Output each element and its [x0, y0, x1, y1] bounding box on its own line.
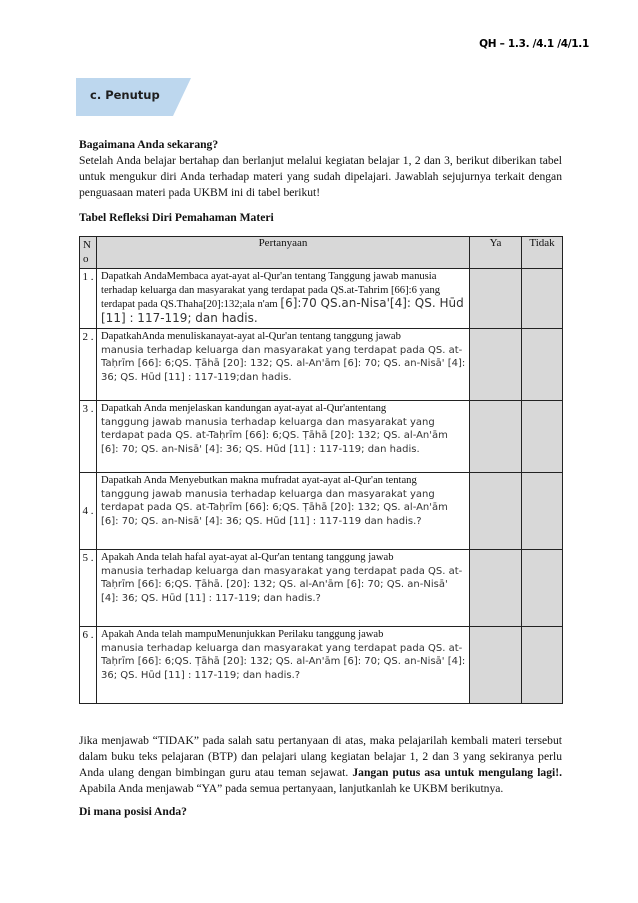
intro-heading: Bagaimana Anda sekarang? — [79, 138, 219, 151]
row-question — [97, 550, 470, 627]
table-row — [80, 329, 563, 401]
table-header-row — [80, 237, 563, 269]
row-question — [97, 627, 470, 704]
question-reference: [6]:70 QS.an-Nisa'[4]: QS. Hūd [11] : 117-119; dan hadis. — [101, 296, 464, 325]
answer-yes-cell[interactable] — [470, 627, 522, 704]
answer-no-cell[interactable] — [522, 550, 563, 627]
question-text: Apakah Anda telah mampuMenunjukkan Perilaku tanggung jawab — [101, 629, 384, 640]
question-reference: tanggung jawab manusia terhadap keluarga dan masyarakat yang terdapat pada QS. at-Taḥrīm [66]: 6;QS. Ṭāhā [20]: 132; QS. al-An'ām [6]: 70; QS. an-Nisā' [4]: 36; QS. Hūd [11] : 117-119 dan hadis.? — [101, 488, 448, 527]
question-text: Dapatkah Anda menjelaskan kandungan ayat-ayat al-Qur'antentang — [101, 403, 387, 414]
document-code: QH – 1.3. /4.1 /4/1.1 — [479, 38, 589, 50]
table-title: Tabel Refleksi Diri Pemahaman Materi — [79, 211, 274, 224]
row-number: 5 . — [80, 550, 97, 627]
answer-no-cell[interactable] — [522, 401, 563, 473]
answer-no-cell[interactable] — [522, 269, 563, 329]
header-yes: Ya — [470, 237, 522, 269]
question-reference: manusia terhadap keluarga dan masyarakat yang terdapat pada QS. at-Taḥrīm [66]: 6;QS. Ṭāhā [20]: 132; QS. al-An'ām [6]: 70; QS. an-Nisā' [4]: 36; QS. Hūd [11] : 117-119;dan hadis. — [101, 344, 466, 383]
header-no-answer: Tidak — [522, 237, 563, 269]
question-text: Dapatkah AndaMembaca ayat-ayat al-Qur'an tentang Tanggung jawab manusia terhadap keluarga dan masyarakat yang terdapat pada QS.at-Tahrim [66]:6 yang terdapat pada QS.Thaha[20]:132;ala n'am — [101, 271, 441, 311]
reflection-table — [79, 236, 563, 704]
section-label: c. Penutup — [90, 88, 160, 102]
answer-no-cell[interactable] — [522, 627, 563, 704]
question-text: Dapatkah Anda Menyebutkan makna mufradat ayat-ayat al-Qur'an tentang — [101, 475, 417, 486]
table-row — [80, 473, 563, 550]
closing-paragraph — [79, 733, 562, 797]
row-question — [97, 473, 470, 550]
answer-yes-cell[interactable] — [470, 550, 522, 627]
row-number: 3 . — [80, 401, 97, 473]
header-no: N o — [80, 237, 97, 269]
question-text: Apakah Anda telah hafal ayat-ayat al-Qur'an tentang tanggung jawab — [101, 552, 394, 563]
answer-yes-cell[interactable] — [470, 269, 522, 329]
row-number: 2 . — [80, 329, 97, 401]
question-reference: manusia terhadap keluarga dan masyarakat yang terdapat pada QS. at-Taḥrīm [66]: 6;QS. Ṭāhā. [20]: 132; QS. al-An'ām [6]: 70; QS. an-Nisā' [4]: 36; QS. Hūd [11] : 117-119; dan hadis.? — [101, 565, 463, 604]
answer-no-cell[interactable] — [522, 329, 563, 401]
table-row — [80, 269, 563, 329]
closing-question: Di mana posisi Anda? — [79, 805, 187, 818]
row-question — [97, 401, 470, 473]
closing-text-after: Apabila Anda menjawab “YA” pada semua pertanyaan, lanjutkanlah ke UKBM berikutnya. — [79, 782, 504, 795]
row-question — [97, 329, 470, 401]
table-row — [80, 550, 563, 627]
answer-yes-cell[interactable] — [470, 329, 522, 401]
intro-text: Setelah Anda belajar bertahap dan berlanjut melalui kegiatan belajar 1, 2 dan 3, berikut diberikan tabel untuk mengukur diri Anda terhadap materi yang sudah dipelajari. Jawablah sejujurnya terkait dengan penguasaan materi pada UKBM ini di tabel berikut! — [79, 154, 562, 199]
row-number: 1 . — [80, 269, 97, 329]
table-row — [80, 627, 563, 704]
row-number: 6 . — [80, 627, 97, 704]
closing-emphasis: Jangan putus asa untuk mengulang lagi!. — [352, 766, 563, 779]
row-number: 4 . — [80, 473, 97, 550]
intro-block — [79, 137, 562, 201]
answer-no-cell[interactable] — [522, 473, 563, 550]
section-tab — [76, 78, 191, 116]
question-reference: tanggung jawab manusia terhadap keluarga dan masyarakat yang terdapat pada QS. at-Taḥrīm [66]: 6;QS. Ṭāhā [20]: 132; QS. al-An'ām [6]: 70; QS. an-Nisā' [4]: 36; QS. Hūd [11] : 117-119; dan hadis. — [101, 416, 448, 455]
question-reference: manusia terhadap keluarga dan masyarakat yang terdapat pada QS. at-Taḥrīm [66]: 6;QS. Ṭāhā [20]: 132; QS. al-An'ām [6]: 70; QS. an-Nisā' [4]: 36; QS. Hūd [11] : 117-119; dan hadis.? — [101, 642, 466, 681]
answer-yes-cell[interactable] — [470, 401, 522, 473]
closing-text-before: Jika menjawab “TIDAK” pada salah satu pertanyaan di atas, maka pelajarilah kembali materi tersebut dalam buku teks pelajaran (BTP) dan pelajari ulang kegiatan belajar 1, 2 dan 3 yang sekiranya perlu Anda ulang dengan bimbingan guru atau teman sejawat. — [79, 734, 562, 779]
question-text: DapatkahAnda menuliskanayat-ayat al-Qur'an tentang tanggung jawab — [101, 331, 401, 342]
header-question: Pertanyaan — [97, 237, 470, 269]
answer-yes-cell[interactable] — [470, 473, 522, 550]
row-question — [97, 269, 470, 329]
table-row — [80, 401, 563, 473]
